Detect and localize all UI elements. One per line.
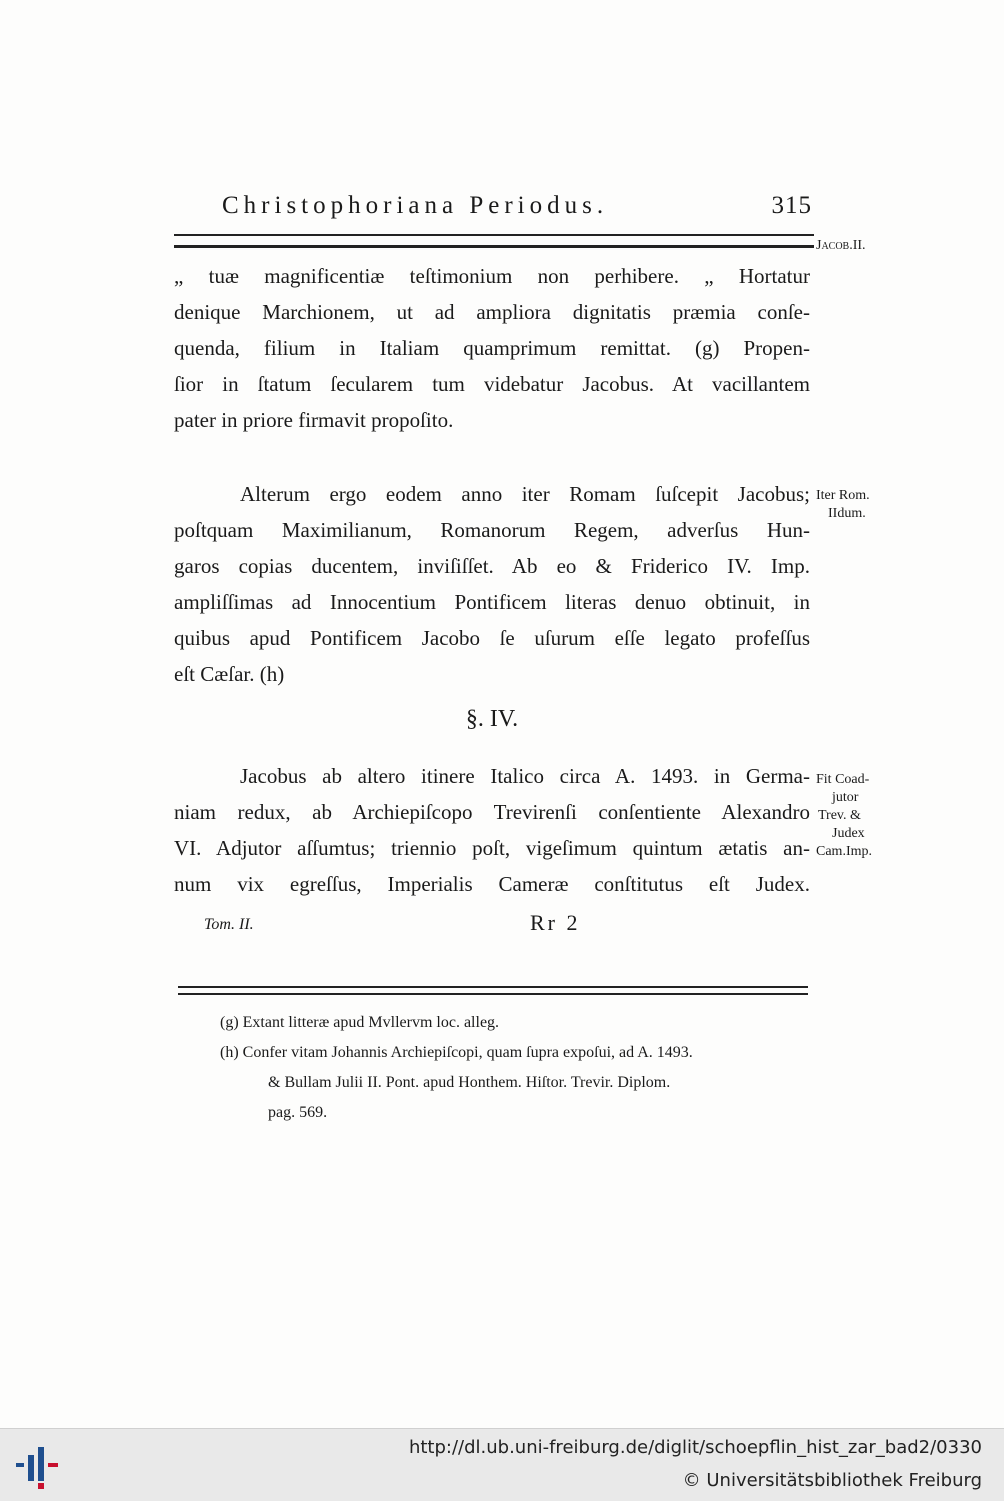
margin-note-judex: Judex — [832, 826, 865, 841]
paragraph-2 — [174, 476, 810, 692]
signature-mark: Rr 2 — [530, 910, 581, 935]
text-line: „ tuæ magnificentiæ teſtimonium non perhibere. „ Hortatur — [174, 264, 810, 288]
footnote-rule — [178, 986, 808, 995]
header-rule — [174, 234, 814, 248]
copyright-text: © Universitätsbibliothek Freiburg — [682, 1470, 982, 1491]
paragraph-1 — [174, 258, 810, 438]
running-head-title: Christophoriana Periodus. — [222, 192, 609, 219]
document-url-link[interactable]: http://dl.ub.uni-freiburg.de/diglit/schoepflin_hist_zar_bad2/0330 — [408, 1437, 982, 1458]
text-line: ampliſſimas ad Innocentium Pontificem literas denuo obtinuit, in — [174, 590, 810, 614]
text-line: denique Marchionem, ut ad ampliora dignitatis præmia conſe- — [174, 300, 810, 324]
footnote-h: (h) Confer vitam Johannis Archiepiſcopi, quam ſupra expoſui, ad A. 1493. — [220, 1044, 693, 1061]
section-heading: §. IV. — [465, 706, 519, 732]
margin-note-jutor: jutor — [832, 790, 859, 805]
text-line: ſior in ſtatum ſecularem tum videbatur Jacobus. At vacillantem — [174, 372, 810, 396]
text-line: num vix egreſſus, Imperialis Cameræ conſtitutus eſt Judex. — [174, 872, 810, 896]
text-line: poſtquam Maximilianum, Romanorum Regem, adverſus Hun- — [174, 518, 810, 542]
text-line: quibus apud Pontificem Jacobo ſe uſurum eſſe legato profeſſus — [174, 626, 810, 650]
footnote-g: (g) Extant litteræ apud Mvllervm loc. alleg. — [220, 1014, 500, 1031]
library-logo-icon — [14, 1441, 64, 1491]
margin-note-cam-imp: Cam.Imp. — [816, 844, 872, 859]
viewer-footer-bar — [0, 1428, 1004, 1501]
margin-note-iidum: IIdum. — [828, 506, 866, 521]
text-line: garos copias ducentem, inviſiſſet. Ab eo & Friderico IV. Imp. — [174, 554, 810, 578]
running-head — [222, 192, 812, 220]
text-line: eſt Cæſar. (h) — [174, 662, 285, 686]
footnote-h-continued: & Bullam Julii II. Pont. apud Honthem. Hiſtor. Trevir. Diplom. — [268, 1074, 671, 1091]
footnote-h-page: pag. 569. — [268, 1104, 328, 1121]
volume-signature: Tom. II. — [204, 916, 254, 933]
margin-note-iter-rom: Iter Rom. — [816, 488, 870, 503]
text-line: Alterum ergo eodem anno iter Romam ſuſcepit Jacobus; — [240, 482, 810, 506]
text-line: niam redux, ab Archiepiſcopo Trevirenſi conſentiente Alexandro — [174, 800, 810, 824]
margin-note-jacob: Jacob.II. — [816, 238, 866, 253]
page-number: 315 — [771, 192, 812, 219]
text-line: Jacobus ab altero itinere Italico circa A. 1493. in Germa- — [240, 764, 810, 788]
paragraph-3 — [174, 758, 810, 902]
text-line: pater in priore firmavit propoſito. — [174, 408, 454, 432]
text-line: VI. Adjutor aſſumtus; triennio poſt, vigeſimum quintum ætatis an- — [174, 836, 810, 860]
text-line: quenda, filium in Italiam quamprimum remittat. (g) Propen- — [174, 336, 810, 360]
margin-note-trev: Trev. & — [818, 808, 861, 823]
margin-note-fit-coad: Fit Coad- — [816, 772, 870, 787]
